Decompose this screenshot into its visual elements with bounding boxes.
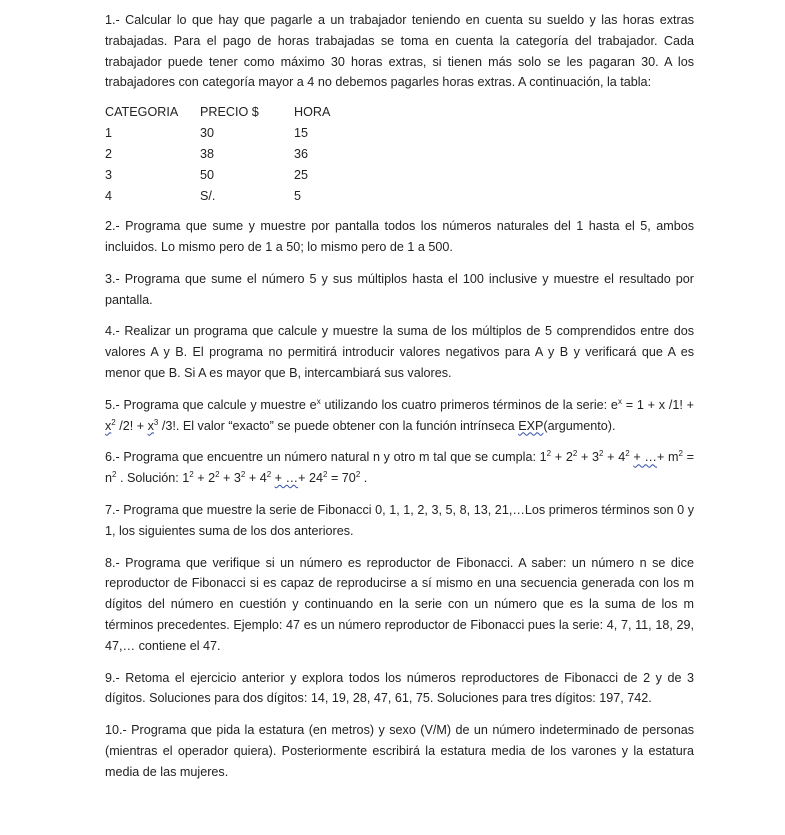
spellcheck-word: + … bbox=[633, 450, 657, 465]
exercise-6-text bbox=[105, 447, 694, 489]
superscript: 2 bbox=[678, 449, 683, 459]
superscript: 2 bbox=[240, 469, 246, 479]
text-run: 6.- Programa que encuentre un número natural n y otro m tal que se cumpla: 1 bbox=[105, 450, 547, 465]
table-cell: 4 bbox=[105, 189, 113, 204]
exercise-1-text: 1.- Calcular lo que hay que pagarle a un trabajador teniendo en cuenta su sueldo y las horas extras trabajadas. Para el pago de horas trabajadas se toma en cuenta la categoría del trabajador. Cada trabajador puede tener como máximo 30 horas extras, si tienen más solo se les pagaran 30. A los trabajadores con categoría mayor a 4 no debemos pagarles horas extras. A continuación, la tabla: bbox=[105, 13, 694, 90]
text-run: = 1 + x /1! + bbox=[621, 397, 694, 412]
superscript: 2 bbox=[625, 449, 630, 459]
text-run: + 4 bbox=[245, 471, 267, 486]
exercise-5-text bbox=[105, 395, 694, 437]
table-header: HORA bbox=[294, 105, 331, 120]
text-run: + 3 bbox=[577, 450, 600, 465]
text-run: + m bbox=[657, 450, 679, 465]
text-run: 5.- Programa que calcule y muestre e bbox=[105, 397, 317, 412]
superscript: 2 bbox=[111, 417, 116, 427]
table-cell: 25 bbox=[294, 168, 309, 183]
table-row bbox=[105, 165, 394, 186]
text-run: = n bbox=[105, 450, 695, 486]
exercise-2-text: 2.- Programa que sume y muestre por pantalla todos los números naturales del 1 hasta el 5, ambos incluidos. Lo mismo pero de 1 a 50; lo mismo pero de 1 a 500. bbox=[105, 219, 694, 254]
superscript: 2 bbox=[112, 469, 117, 479]
table-cell: 36 bbox=[294, 147, 309, 162]
superscript: 3 bbox=[153, 417, 159, 427]
text-run: + 2 bbox=[551, 450, 573, 465]
table-cell: S/. bbox=[200, 189, 216, 204]
text-run: /2! + bbox=[115, 418, 148, 433]
exercise-4-text: 4.- Realizar un programa que calcule y muestre la suma de los múltiplos de 5 comprendidos entre dos valores A y B. El programa no permitirá introducir valores negativos para A y B y verificará que A es menor que B. Si A es mayor que B, intercambiará sus valores. bbox=[105, 324, 694, 380]
table-header: PRECIO $ bbox=[200, 105, 259, 120]
table-row bbox=[105, 123, 394, 144]
table-row bbox=[105, 144, 394, 165]
superscript: 2 bbox=[355, 469, 361, 479]
exercise-9-text: 9.- Retoma el ejercicio anterior y explora todos los números reproductores de Fibonacci de 2 y de 3 dígitos. Soluciones para dos dígitos: 14, 19, 28, 47, 61, 75. Soluciones para tres dígitos: 197, 742. bbox=[105, 670, 694, 706]
text-run: /3!. El valor “exacto” se puede obtener con la función intrínseca bbox=[158, 418, 519, 433]
spellcheck-word: EXP bbox=[518, 418, 544, 433]
superscript: 2 bbox=[546, 449, 552, 459]
table-cell: 15 bbox=[294, 126, 309, 141]
table-header-row bbox=[105, 102, 394, 123]
text-run: (argumento). bbox=[543, 418, 616, 433]
table-header: CATEGORIA bbox=[105, 105, 179, 120]
exercise-8-text: 8.- Programa que verifique si un número es reproductor de Fibonacci. A saber: un número n se dice reproductor de Fibonacci si es capaz de reproducirse a sí mismo en una secuencia generada con los m dígitos del número en cuestión y continuando en la serie con un número que es la suma de los m términos precedentes. Ejemplo: 47 es un número reproductor de Fibonacci pues la serie: 4, 7, 11, 18, 29, 47,… contiene el 47. bbox=[105, 555, 694, 653]
text-run: + 4 bbox=[603, 450, 626, 465]
spellcheck-word: x bbox=[105, 418, 112, 433]
category-table bbox=[105, 102, 394, 207]
exercise-7-text: 7.- Programa que muestre la serie de Fibonacci 0, 1, 1, 2, 3, 5, 8, 13, 21,…Los primeros términos son 0 y 1, los siguientes suma de los dos anteriores. bbox=[105, 502, 694, 538]
table-cell: 1 bbox=[105, 126, 113, 141]
superscript: 2 bbox=[599, 449, 604, 459]
text-run: = 70 bbox=[327, 471, 356, 486]
text-run: + 24 bbox=[298, 471, 323, 486]
exercise-3-text: 3.- Programa que sume el número 5 y sus múltiplos hasta el 100 inclusive y muestre el resultado por pantalla. bbox=[105, 271, 694, 307]
table-row bbox=[105, 186, 394, 207]
table-cell: 5 bbox=[294, 189, 302, 204]
text-run: + 2 bbox=[193, 471, 216, 486]
spellcheck-word: x bbox=[147, 418, 154, 433]
table-cell: 38 bbox=[200, 147, 215, 162]
superscript: 2 bbox=[572, 449, 578, 459]
exercise-10-text: 10.- Programa que pida la estatura (en metros) y sexo (V/M) de un número indeterminado de personas (mientras el operador quiera). Posteriormente escribirá la estatura media de los varones y la estatura media de las mujeres. bbox=[105, 723, 694, 779]
superscript: 2 bbox=[215, 469, 220, 479]
spellcheck-word: + … bbox=[274, 471, 299, 486]
table-cell: 3 bbox=[105, 168, 113, 183]
text-run: + 3 bbox=[219, 471, 241, 486]
superscript: 2 bbox=[189, 469, 194, 479]
superscript: 2 bbox=[323, 469, 328, 479]
text-run: utilizando los cuatro primeros términos de la serie: e bbox=[320, 397, 618, 412]
text-run: . Solución: 1 bbox=[116, 471, 190, 486]
table-cell: 30 bbox=[200, 126, 215, 141]
superscript: x bbox=[316, 396, 321, 406]
text-run: . bbox=[360, 471, 368, 486]
superscript: 2 bbox=[266, 469, 272, 479]
table-cell: 2 bbox=[105, 147, 113, 162]
table-cell: 50 bbox=[200, 168, 215, 183]
superscript: x bbox=[617, 396, 622, 406]
